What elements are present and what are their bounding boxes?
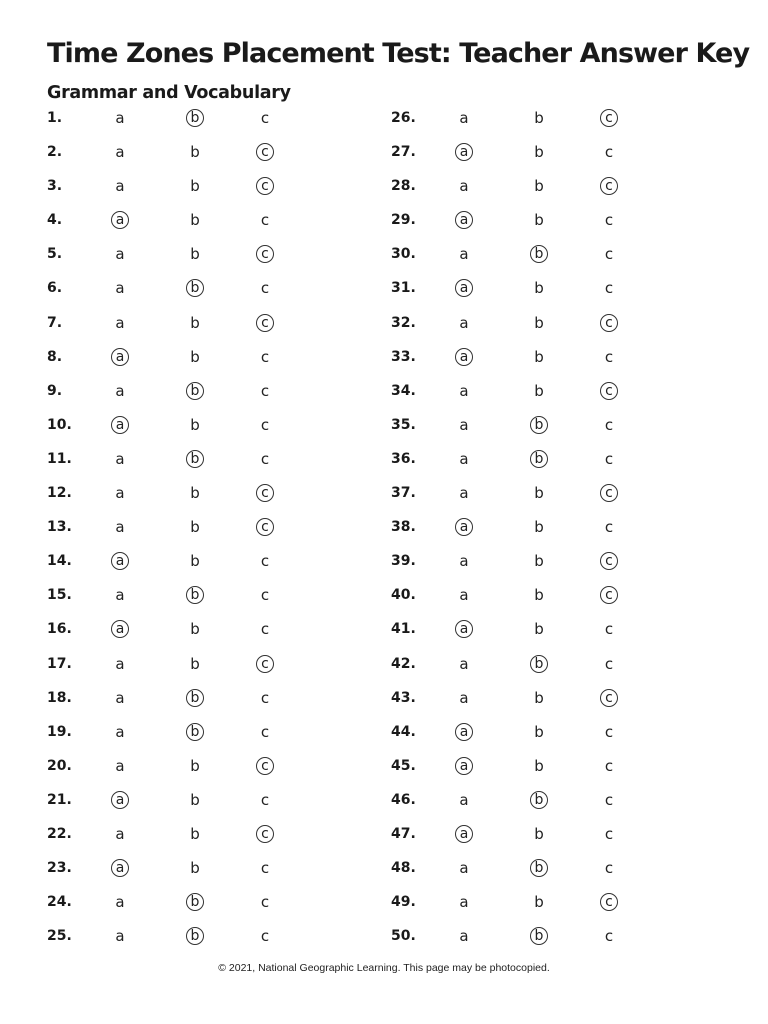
answer-column-right [391, 102, 691, 954]
question-row [47, 784, 347, 818]
question-number: 41. [391, 621, 416, 638]
question-row [47, 750, 347, 784]
answer-option: c [260, 449, 270, 468]
question-row [47, 886, 347, 920]
answer-option-circled: b [530, 245, 548, 263]
question-number: 50. [391, 928, 416, 945]
question-number: 10. [47, 416, 72, 433]
question-number: 43. [391, 689, 416, 706]
question-number: 31. [391, 280, 416, 297]
question-number: 28. [391, 178, 416, 195]
question-row [47, 511, 347, 545]
answer-option: c [604, 449, 614, 468]
question-number: 7. [47, 314, 63, 331]
answer-option: a [115, 518, 125, 537]
question-number: 22. [47, 825, 72, 842]
answer-option: b [534, 756, 544, 775]
question-row [391, 511, 691, 545]
answer-option: a [115, 893, 125, 912]
answer-option: a [115, 143, 125, 162]
answer-option: c [604, 347, 614, 366]
question-row [391, 852, 691, 886]
question-number: 16. [47, 621, 72, 638]
question-number: 33. [391, 348, 416, 365]
answer-option: b [190, 211, 200, 230]
answer-option: a [459, 859, 469, 878]
answer-option: c [260, 688, 270, 707]
question-row [391, 170, 691, 204]
answer-option: c [260, 586, 270, 605]
answer-option: b [534, 381, 544, 400]
answer-option-circled: c [256, 314, 274, 332]
answer-option: a [115, 654, 125, 673]
answer-option: a [459, 109, 469, 127]
question-number: 20. [47, 757, 72, 774]
answer-option: b [534, 893, 544, 912]
answer-option-circled: b [530, 416, 548, 434]
answer-option: a [459, 177, 469, 196]
question-number: 4. [47, 212, 63, 229]
answer-option: c [260, 859, 270, 878]
answer-option: a [459, 552, 469, 571]
answer-option-circled: a [455, 518, 473, 536]
question-number: 35. [391, 416, 416, 433]
answer-option: c [260, 415, 270, 434]
question-row [47, 272, 347, 306]
answer-option: a [459, 484, 469, 503]
question-number: 46. [391, 791, 416, 808]
question-row [391, 443, 691, 477]
copyright-footer: © 2021, National Geographic Learning. This page may be photocopied. [218, 962, 550, 974]
answer-option: a [115, 756, 125, 775]
answer-option-circled: b [530, 791, 548, 809]
question-row [391, 238, 691, 272]
answer-option-circled: c [256, 484, 274, 502]
question-number: 49. [391, 894, 416, 911]
answer-option: b [190, 654, 200, 673]
answer-option-circled: a [455, 723, 473, 741]
answer-option-circled: b [186, 893, 204, 911]
question-row [391, 375, 691, 409]
answer-option: c [604, 415, 614, 434]
question-row [47, 920, 347, 954]
answer-option: a [115, 824, 125, 843]
answer-option-circled: c [256, 177, 274, 195]
answer-option: a [115, 586, 125, 605]
answer-option: a [459, 245, 469, 264]
answer-option: c [604, 756, 614, 775]
answer-option: c [260, 211, 270, 230]
question-row [47, 682, 347, 716]
answer-option-circled: c [600, 382, 618, 400]
question-number: 44. [391, 723, 416, 740]
answer-option-circled: c [600, 314, 618, 332]
question-row [391, 102, 691, 136]
answer-option: b [190, 859, 200, 878]
answer-option-circled: c [600, 177, 618, 195]
answer-option: b [534, 211, 544, 230]
question-row [391, 307, 691, 341]
question-row [391, 204, 691, 238]
section-heading: Grammar and Vocabulary [47, 83, 291, 103]
answer-option-circled: c [600, 109, 618, 127]
question-row [47, 716, 347, 750]
answer-option: b [190, 824, 200, 843]
question-number: 15. [47, 587, 72, 604]
answer-option-circled: c [600, 689, 618, 707]
answer-option-circled: c [256, 757, 274, 775]
answer-option: b [190, 415, 200, 434]
answer-option: b [534, 620, 544, 639]
answer-option: b [534, 518, 544, 537]
question-row [47, 648, 347, 682]
answer-option: b [190, 756, 200, 775]
question-number: 24. [47, 894, 72, 911]
answer-option: b [534, 688, 544, 707]
question-number: 42. [391, 655, 416, 672]
answer-option-circled: b [186, 689, 204, 707]
answer-option-circled: c [256, 518, 274, 536]
question-row [391, 750, 691, 784]
answer-option: a [115, 927, 125, 946]
question-row [47, 613, 347, 647]
question-number: 12. [47, 485, 72, 502]
answer-option-circled: a [455, 825, 473, 843]
answer-option-circled: b [186, 927, 204, 945]
answer-option-circled: c [256, 143, 274, 161]
answer-option: c [604, 245, 614, 264]
answer-option-circled: a [111, 791, 129, 809]
answer-option: c [604, 722, 614, 741]
question-row [47, 579, 347, 613]
answer-option-circled: b [186, 109, 204, 127]
answer-option: c [604, 518, 614, 537]
question-row [391, 716, 691, 750]
answer-option: a [115, 177, 125, 196]
answer-option-circled: b [530, 655, 548, 673]
question-number: 8. [47, 348, 63, 365]
answer-option-circled: a [455, 279, 473, 297]
question-number: 1. [47, 110, 63, 126]
answer-option: b [190, 518, 200, 537]
answer-option-circled: a [455, 348, 473, 366]
question-number: 38. [391, 519, 416, 536]
answer-option: a [115, 381, 125, 400]
answer-option: a [459, 449, 469, 468]
question-number: 17. [47, 655, 72, 672]
answer-option: a [459, 927, 469, 946]
answer-option-circled: c [256, 825, 274, 843]
answer-option: b [190, 245, 200, 264]
answer-option-circled: a [111, 348, 129, 366]
answer-option: c [260, 927, 270, 946]
question-number: 36. [391, 450, 416, 467]
answer-option: c [260, 347, 270, 366]
answer-option: a [459, 688, 469, 707]
answer-option: c [604, 620, 614, 639]
answer-option: a [459, 313, 469, 332]
answer-option: b [534, 586, 544, 605]
answer-option: b [534, 552, 544, 571]
question-number: 32. [391, 314, 416, 331]
question-number: 37. [391, 485, 416, 502]
question-number: 27. [391, 144, 416, 161]
question-row [47, 375, 347, 409]
answer-option-circled: b [186, 279, 204, 297]
answer-option: a [459, 893, 469, 912]
question-row [391, 545, 691, 579]
answer-option: b [190, 177, 200, 196]
answer-option-circled: b [186, 723, 204, 741]
question-row [47, 238, 347, 272]
answer-option: a [459, 790, 469, 809]
question-row [391, 341, 691, 375]
answer-option-circled: b [530, 450, 548, 468]
question-row [391, 648, 691, 682]
question-row [391, 136, 691, 170]
answer-option: a [459, 586, 469, 605]
answer-option-circled: b [530, 859, 548, 877]
answer-option: a [115, 449, 125, 468]
answer-option-circled: a [455, 620, 473, 638]
question-row [47, 204, 347, 238]
answer-option-circled: a [455, 757, 473, 775]
question-number: 11. [47, 450, 72, 467]
answer-option-circled: a [111, 416, 129, 434]
answer-option: b [534, 824, 544, 843]
answer-option-circled: b [530, 927, 548, 945]
answer-option-circled: a [111, 859, 129, 877]
answer-option: b [190, 143, 200, 162]
question-row [47, 818, 347, 852]
question-number: 19. [47, 723, 72, 740]
answer-option: c [260, 893, 270, 912]
answer-option: a [115, 722, 125, 741]
question-row [47, 102, 347, 136]
question-row [47, 477, 347, 511]
question-row [391, 613, 691, 647]
question-row [391, 272, 691, 306]
answer-option: c [604, 654, 614, 673]
question-number: 39. [391, 553, 416, 570]
question-number: 13. [47, 519, 72, 536]
answer-option: c [260, 552, 270, 571]
answer-option: c [260, 620, 270, 639]
question-row [391, 579, 691, 613]
question-number: 34. [391, 382, 416, 399]
question-number: 23. [47, 860, 72, 877]
question-number: 26. [391, 110, 416, 126]
answer-option: b [534, 313, 544, 332]
question-row [47, 545, 347, 579]
answer-option-circled: c [600, 552, 618, 570]
answer-option-circled: c [600, 484, 618, 502]
question-number: 5. [47, 246, 63, 263]
question-number: 9. [47, 382, 63, 399]
answer-option: c [260, 790, 270, 809]
answer-option: b [534, 143, 544, 162]
answer-option: b [190, 347, 200, 366]
answer-option: b [534, 722, 544, 741]
question-number: 45. [391, 757, 416, 774]
answer-option: b [534, 109, 544, 127]
answer-option: b [534, 484, 544, 503]
question-number: 25. [47, 928, 72, 945]
question-number: 3. [47, 178, 63, 195]
question-row [47, 170, 347, 204]
answer-option: a [115, 109, 125, 127]
answer-option: a [115, 245, 125, 264]
answer-option: c [604, 824, 614, 843]
answer-option: c [260, 381, 270, 400]
answer-option: b [190, 484, 200, 503]
answer-option: a [459, 654, 469, 673]
answer-option-circled: a [111, 211, 129, 229]
answer-option-circled: c [600, 893, 618, 911]
question-row [391, 920, 691, 954]
question-row [47, 443, 347, 477]
answer-option: c [260, 279, 270, 298]
answer-option: a [115, 313, 125, 332]
answer-option: a [459, 415, 469, 434]
answer-option: a [115, 279, 125, 298]
question-row [47, 409, 347, 443]
question-number: 30. [391, 246, 416, 263]
answer-option: b [190, 552, 200, 571]
answer-option: b [190, 313, 200, 332]
question-number: 21. [47, 791, 72, 808]
answer-option: c [260, 722, 270, 741]
answer-option-circled: a [455, 143, 473, 161]
question-number: 47. [391, 825, 416, 842]
answer-option-circled: b [186, 450, 204, 468]
answer-option: b [190, 790, 200, 809]
answer-option-circled: a [111, 552, 129, 570]
answer-option-circled: a [111, 620, 129, 638]
question-number: 6. [47, 280, 63, 297]
answer-option: a [115, 484, 125, 503]
question-number: 18. [47, 689, 72, 706]
question-row [391, 477, 691, 511]
question-row [47, 341, 347, 375]
answer-option: c [604, 279, 614, 298]
question-number: 14. [47, 553, 72, 570]
question-row [391, 886, 691, 920]
answer-option-circled: a [455, 211, 473, 229]
question-row [391, 784, 691, 818]
question-number: 29. [391, 212, 416, 229]
answer-option: c [604, 211, 614, 230]
question-row [391, 682, 691, 716]
question-row [47, 136, 347, 170]
answer-option-circled: b [186, 586, 204, 604]
answer-option: c [604, 859, 614, 878]
answer-option: b [534, 177, 544, 196]
answer-option-circled: c [256, 245, 274, 263]
question-row [47, 307, 347, 341]
answer-option: b [190, 620, 200, 639]
answer-option: a [115, 688, 125, 707]
answer-option: c [260, 109, 270, 127]
question-row [391, 818, 691, 852]
answer-option-circled: b [186, 382, 204, 400]
answer-option-circled: c [256, 655, 274, 673]
answer-option: c [604, 790, 614, 809]
question-number: 48. [391, 860, 416, 877]
answer-option-circled: c [600, 586, 618, 604]
answer-option: c [604, 927, 614, 946]
question-number: 2. [47, 144, 63, 161]
page-title: Time Zones Placement Test: Teacher Answer Key [47, 38, 750, 69]
answer-option: a [459, 381, 469, 400]
answer-option: b [534, 279, 544, 298]
question-row [47, 852, 347, 886]
question-row [391, 409, 691, 443]
answer-option: c [604, 143, 614, 162]
answer-column-left [47, 102, 347, 954]
answer-option: b [534, 347, 544, 366]
question-number: 40. [391, 587, 416, 604]
